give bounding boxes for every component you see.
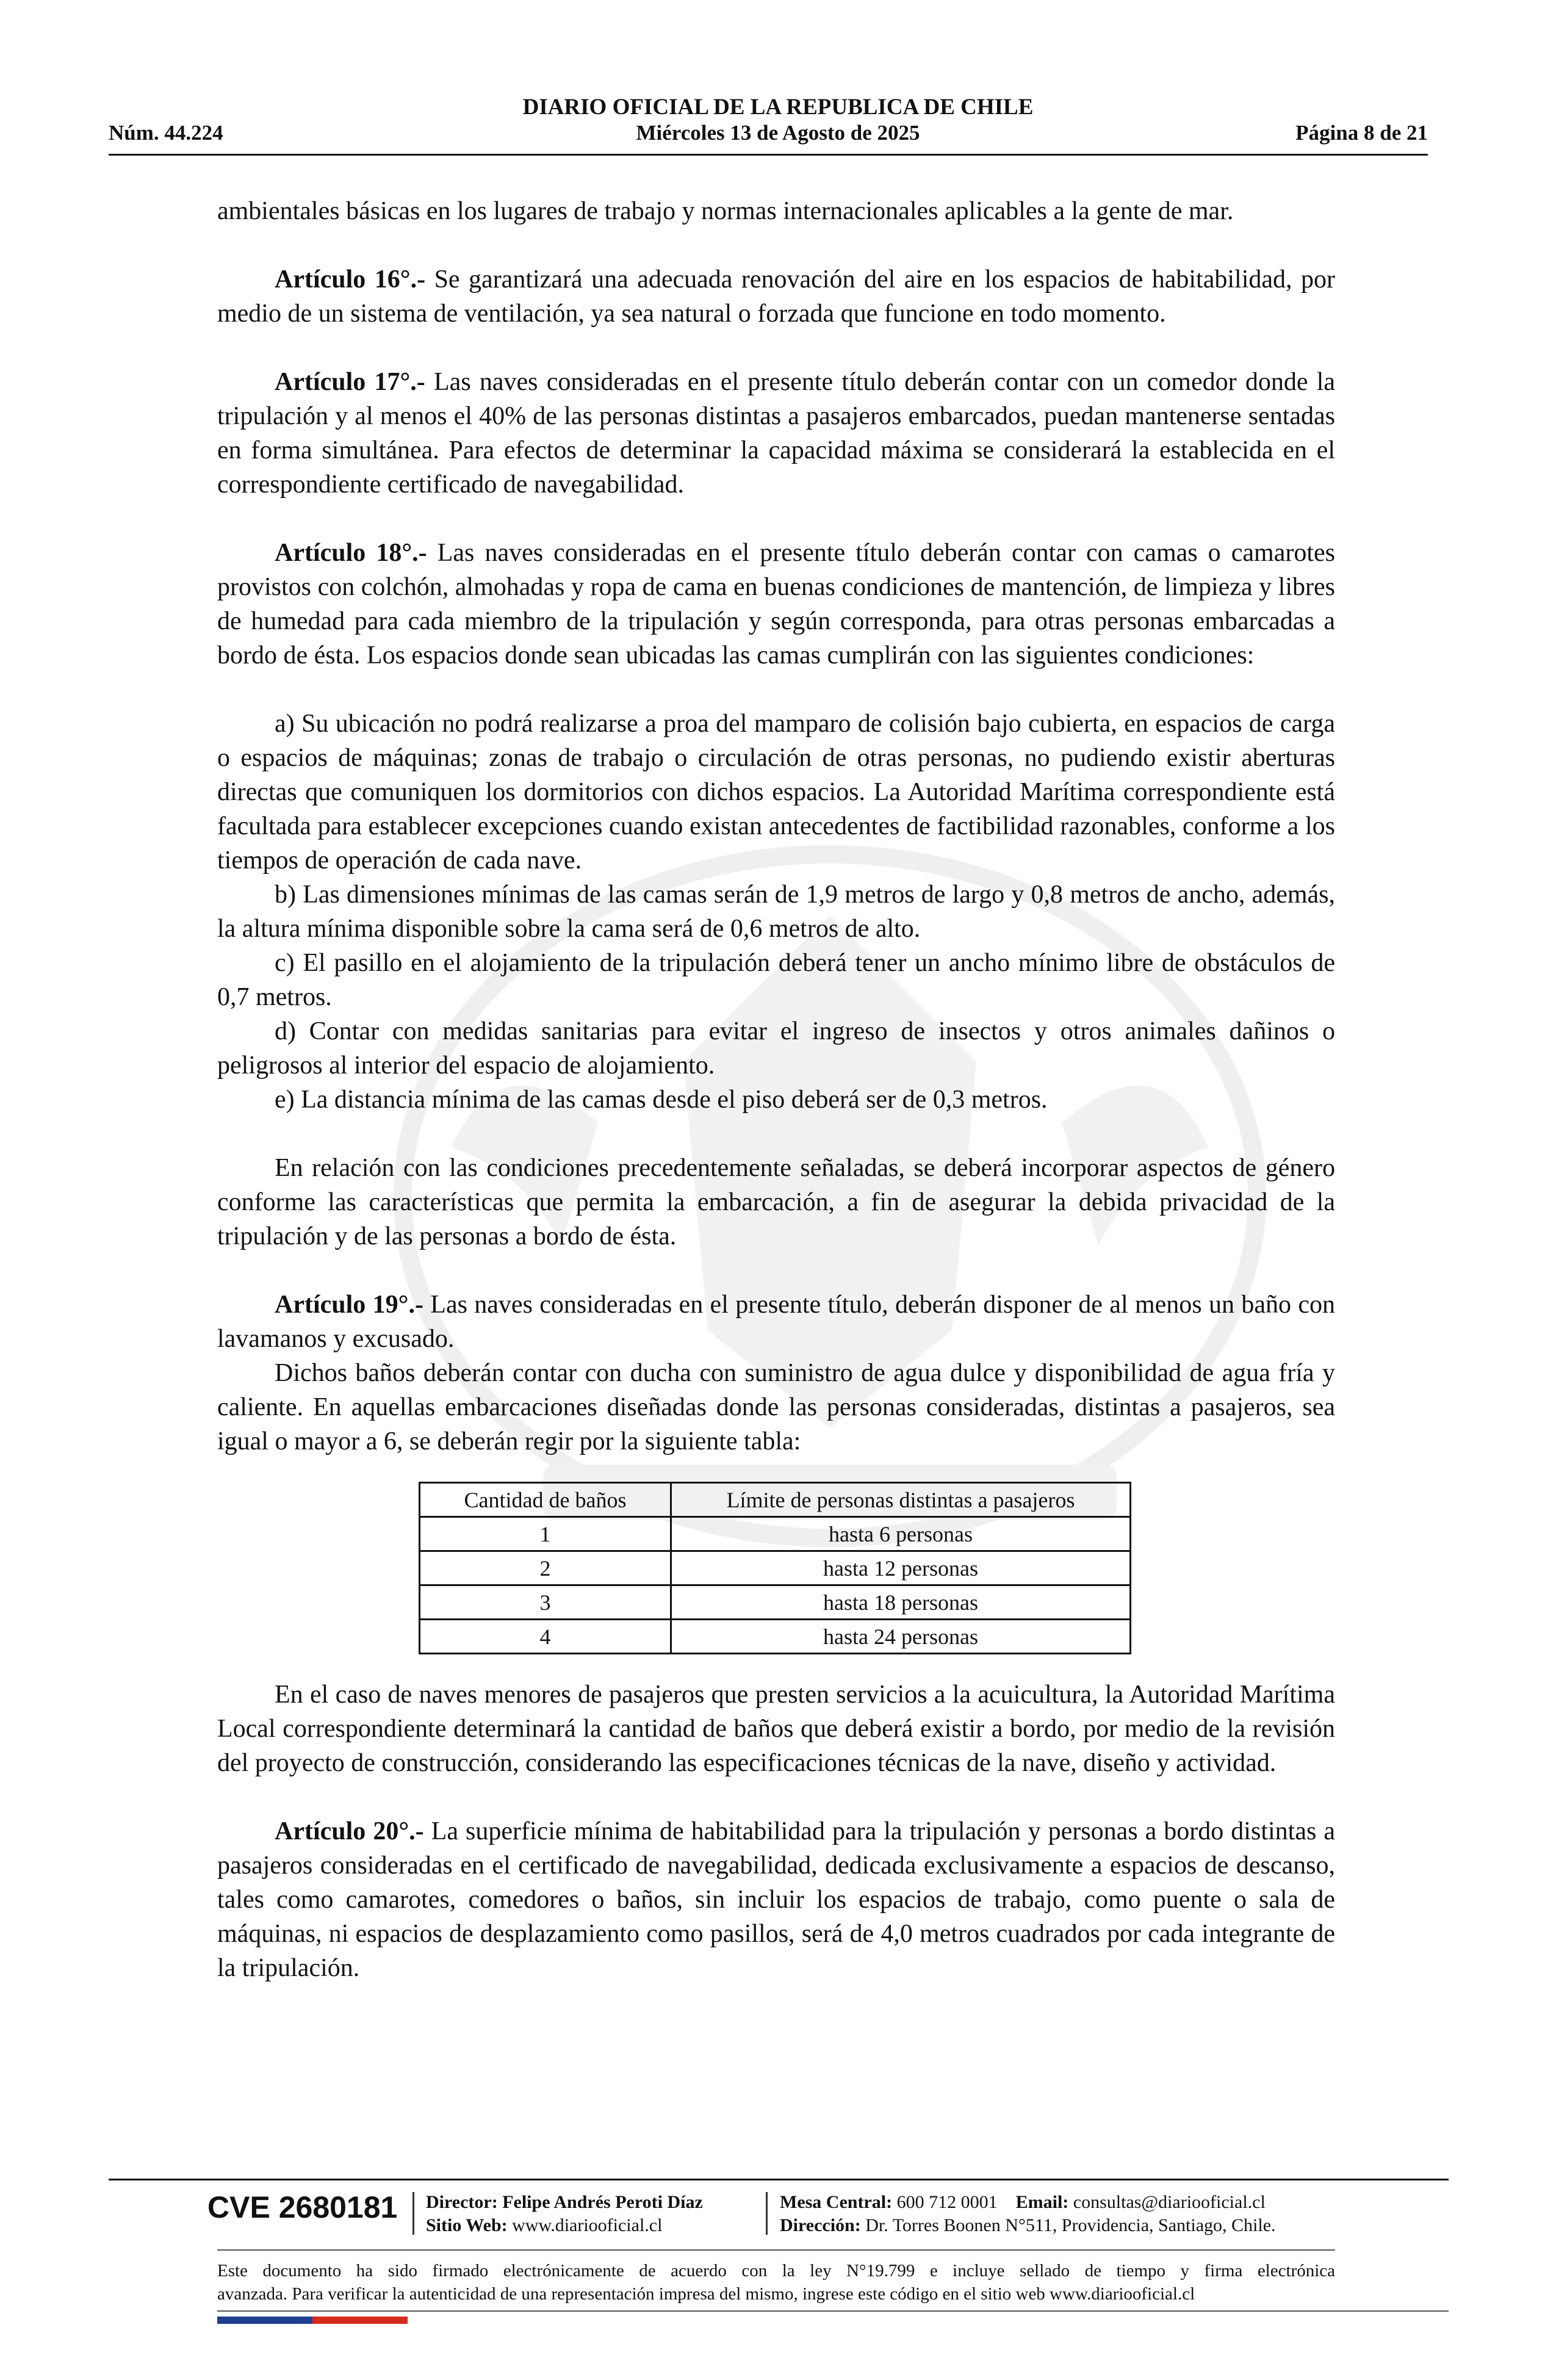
table-header-cell: Cantidad de baños [420,1483,671,1517]
condition-e: e) La distancia mínima de las camas desde el piso deberá ser de 0,3 metros. [275,1086,1048,1114]
table-cell: hasta 6 personas [671,1517,1131,1551]
table-cell: 1 [420,1517,671,1551]
article-20-label: Artículo 20°.- [275,1817,424,1845]
article-17-label: Artículo 17°.- [275,368,425,396]
table-cell: hasta 18 personas [671,1585,1131,1620]
article-17 [217,365,1335,502]
email-label: Email: [1015,2192,1069,2212]
director-name: Felipe Andrés Peroti Díaz [497,2192,703,2212]
footer-divider [109,2179,1449,2180]
table-cell: 3 [420,1585,671,1620]
table-row [420,1620,1131,1654]
issue-number: Núm. 44.224 [109,121,223,145]
table-header-cell: Límite de personas distintas a pasajeros [671,1483,1131,1517]
table-cell: 2 [420,1551,671,1585]
article-20 [217,1814,1335,1985]
condition-a: a) Su ubicación no podrá realizarse a proa del mamparo de colisión bajo cubierta, en espacios de carga o espacios de máquinas; zonas de trabajo o circulación de otras personas, no pudiendo existir aberturas directas que comuniquen los dormitorios con dichos espacios. La Autoridad Marítima correspondiente está facultada para establecer excepciones cuando existan antecedentes de factibilidad razonables, conforme a los tiempos de operación de cada nave. [217,710,1335,874]
table-cell: hasta 12 personas [671,1551,1131,1585]
table-row [420,1551,1131,1585]
header-divider [109,154,1428,156]
page-number: Página 8 de 21 [1295,121,1428,145]
website-label: Sitio Web: [426,2215,508,2235]
footer-note-divider [217,2249,1335,2251]
footer-bottom-rule [217,2310,1449,2312]
flag-stripe [217,2317,312,2324]
cve-code: CVE 2680181 [207,2190,398,2224]
bathrooms-table [419,1482,1131,1654]
footer-separator [412,2192,414,2235]
condition-d: d) Contar con medidas sanitarias para evitar el ingreso de insectos y otros animales dañinos o peligrosos al interior del espacio de alojamiento. [217,1017,1335,1080]
flag-color-bar [217,2317,408,2324]
footer-director-block [426,2191,703,2237]
article-18 [217,536,1335,673]
table-row [420,1517,1131,1551]
document-body [217,194,1335,1985]
table-row [420,1585,1131,1620]
signature-notice [217,2259,1335,2306]
phone-number: 600 712 0001 [892,2192,998,2212]
article-19 [217,1288,1335,1356]
article-16 [217,262,1335,331]
condition-c: c) El pasillo en el alojamiento de la tripulación deberá tener un ancho mínimo libre de obstáculos de 0,7 metros. [217,949,1335,1011]
aquaculture-paragraph: En el caso de naves menores de pasajeros que presten servicios a la acuicultura, la Autoridad Marítima Local correspondiente determinará la cantidad de baños que deberá existir a bordo, por medio de la revisión del proyecto de construcción, considerando las especificaciones técnicas de la nave, diseño y actividad. [217,1681,1335,1777]
footer-contact-block [780,2191,1276,2237]
table-cell: hasta 24 personas [671,1620,1131,1654]
newspaper-title: DIARIO OFICIAL DE LA REPUBLICA DE CHILE [522,95,1034,120]
article-18-text: Las naves consideradas en el presente título deberán contar con camas o camarotes provistos con colchón, almohadas y ropa de cama en buenas condiciones de mantención, de limpieza y libres de humedad para cada miembro de la tripulación y según corresponda, para otras personas embarcadas a bordo de ésta. Los espacios donde sean ubicadas las camas cumplirán con las siguientes condiciones: [217,539,1335,669]
website-link[interactable]: www.diariooficial.cl [507,2215,663,2235]
footer-separator [766,2192,768,2235]
article-17-text: Las naves consideradas en el presente título deberán contar con un comedor donde la tripulación y al menos el 40% de las personas distintas a pasajeros embarcados, puedan mantenerse sentadas en forma simultánea. Para efectos de determinar la capacidad máxima se considerará la establecida en el correspondiente certificado de navegabilidad. [217,368,1335,499]
gender-paragraph: En relación con las condiciones precedentemente señaladas, se deberá incorporar aspectos de género conforme las características que permita la embarcación, a fin de asegurar la debida privacidad de la tripulación y de las personas a bordo de ésta. [217,1154,1335,1250]
article-19-label: Artículo 19°.- [275,1291,423,1319]
condition-b: b) Las dimensiones mínimas de las camas serán de 1,9 metros de largo y 0,8 metros de ancho, además, la altura mínima disponible sobre la cama será de 0,6 metros de alto. [217,881,1335,943]
flag-stripe [312,2317,408,2324]
article-20-text: La superficie mínima de habitabilidad para la tripulación y personas a bordo distintas a pasajeros consideradas en el certificado de navegabilidad, dedicada exclusivamente a espacios de descanso, tales como camarotes, comedores o baños, sin incluir los espacios de trabajo, como puente o sala de máquinas, ni espacios de desplazamiento como pasillos, será de 4,0 metros cuadrados por cada integrante de la tripulación. [217,1817,1335,1982]
article-18-label: Artículo 18°.- [275,539,427,567]
table-header-row [420,1483,1131,1517]
address-label: Dirección: [780,2215,861,2235]
phone-label: Mesa Central: [780,2192,893,2212]
email-link[interactable]: consultas@diariooficial.cl [1068,2192,1266,2212]
director-label: Director: [426,2192,498,2212]
signature-notice-line: avanzada. Para verificar la autenticidad de una representación impresa del mismo, ingrese este código en el sitio web www.diariooficial.cl [217,2284,1195,2304]
table-cell: 4 [420,1620,671,1654]
article-16-text: Se garantizará una adecuada renovación del aire en los espacios de habitabilidad, por medio de un sistema de ventilación, ya sea natural o forzada que funcione en todo momento. [217,265,1335,328]
issue-date: Miércoles 13 de Agosto de 2025 [636,121,920,145]
article-19-text: Las naves consideradas en el presente título, deberán disponer de al menos un baño con lavamanos y excusado. [217,1291,1335,1353]
article-16-label: Artículo 16°.- [275,265,426,294]
address-text: Dr. Torres Boonen N°511, Providencia, Santiago, Chile. [860,2215,1276,2235]
article-19-paragraph-2: Dichos baños deberán contar con ducha con suministro de agua dulce y disponibilidad de agua fría y caliente. En aquellas embarcaciones diseñadas donde las personas consideradas, distintas a pasajeros, sea igual o mayor a 6, se deberán regir por la siguiente tabla: [217,1359,1335,1455]
paragraph-continuation: ambientales básicas en los lugares de trabajo y normas internacionales aplicables a la gente de mar. [217,197,1234,225]
signature-notice-line: Este documento ha sido firmado electrónicamente de acuerdo con la ley N°19.799 e incluye sellado de tiempo y firma electrónica [217,2261,1335,2281]
